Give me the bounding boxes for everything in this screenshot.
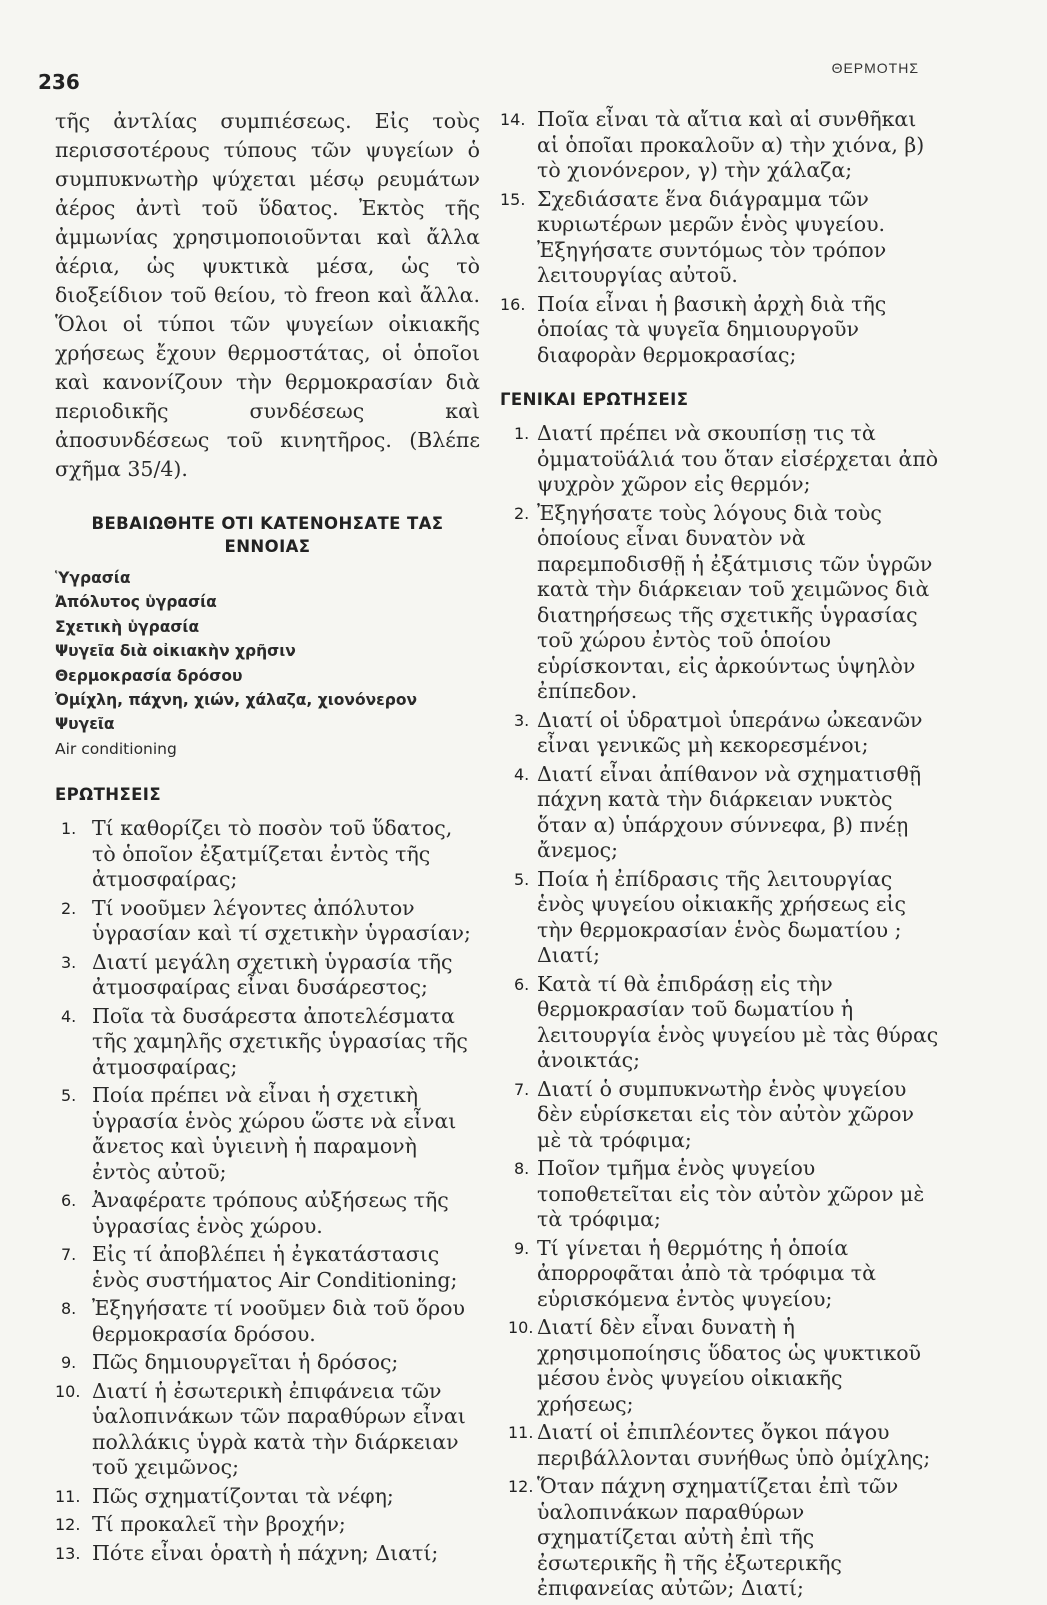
question-number: 2. <box>61 898 77 918</box>
concept-item: Ὑγρασία <box>55 569 131 587</box>
question-item <box>500 292 940 369</box>
questions-heading: ΕΡΩΤΗΣΕΙΣ <box>55 785 162 805</box>
question-item <box>500 187 940 289</box>
question-item <box>55 1188 480 1239</box>
questions-list <box>55 816 480 1566</box>
question-text: Κατὰ τί θὰ ἐπιδράσῃ εἰς τὴν θερμοκρασίαν τοῦ δωματίου ἡ λειτουργία ἑνὸς ψυγείου μὲ τὰς θύρας ἀνοικτάς; <box>537 971 939 1072</box>
question-number: 2. <box>514 503 530 523</box>
question-text: Διατί πρέπει νὰ σκουπίσῃ τις τὰ ὀμματοϋάλιά του ὅταν εἰσέρχεται ἀπὸ ψυχρὸν χῶρον εἰς θερμόν; <box>537 421 939 496</box>
question-text: Πῶς σχηματίζονται τὰ νέφη; <box>92 1483 394 1508</box>
general-questions-list <box>500 421 940 1602</box>
question-number: 14. <box>500 110 526 129</box>
question-text: Τί προκαλεῖ τὴν βροχήν; <box>92 1512 346 1537</box>
question-item <box>55 1484 480 1510</box>
question-number: 9. <box>61 1353 77 1373</box>
question-item <box>500 1236 940 1313</box>
question-number: 5. <box>514 869 530 889</box>
question-number: 1. <box>514 424 530 443</box>
question-text: Διατί εἶναι ἀπίθανον νὰ σχηματισθῇ πάχνη κατὰ τὴν διάρκειαν νυκτὸς ὅταν α) ὑπάρχουν σύννεφα, β) πνέῃ ἄνεμος; <box>537 761 922 862</box>
question-item <box>55 816 480 893</box>
question-item <box>55 1004 480 1081</box>
question-number: 5. <box>61 1086 77 1106</box>
concepts-heading: ΒΕΒΑΙΩΘΗΤΕ ΟΤΙ ΚΑΤΕΝΟΗΣΑΤΕ ΤΑΣ ΕΝΝΟΙΑΣ <box>91 514 444 556</box>
question-item <box>500 762 940 864</box>
question-item <box>55 1379 480 1481</box>
question-number: 12. <box>55 1515 81 1535</box>
question-item <box>500 1156 940 1233</box>
question-item <box>55 1350 480 1376</box>
question-item <box>500 708 940 759</box>
question-number: 9. <box>514 1238 530 1258</box>
question-text: Ποῖα εἶναι τὰ αἴτια καὶ αἱ συνθῆκαι αἱ ὁποῖαι προκαλοῦν α) τὴν χιόνα, β) τὸ χιονόνερον, γ) τὴν χάλαζα; <box>537 107 925 182</box>
question-text: Διατί ἡ ἐσωτερικὴ ἐπιφάνεια τῶν ὑαλοπινάκων τῶν παραθύρων εἶναι πολλάκις ὑγρὰ κατὰ τὴν διάρκειαν τοῦ χειμῶνος; <box>92 1378 466 1480</box>
question-text: Διατί δὲν εἶναι δυνατὴ ἡ χρησιμοποίησις ὕδατος ὡς ψυκτικοῦ μέσου ἑνὸς ψυγείου οἰκιακῆς χρήσεως; <box>537 1315 922 1416</box>
question-text: Ποία εἶναι ἡ βασικὴ ἀρχὴ διὰ τῆς ὁποίας τὰ ψυγεῖα δημιουργοῦν διαφορὰν θερμοκρασίας; <box>537 291 887 367</box>
question-item <box>500 501 940 705</box>
general-questions-heading: ΓΕΝΙΚΑΙ ΕΡΩΤΗΣΕΙΣ <box>500 390 689 409</box>
question-item <box>55 896 480 947</box>
question-text: Ποῖον τμῆμα ἑνὸς ψυγείου τοποθετεῖται εἰς τὸν αὐτὸν χῶρον μὲ τὰ τρόφιμα; <box>537 1156 925 1231</box>
question-number: 7. <box>61 1245 77 1265</box>
question-item <box>55 950 480 1001</box>
question-number: 6. <box>61 1191 77 1211</box>
question-text: Ἐξηγήσατε τί νοοῦμεν διὰ τοῦ ὅρου θερμοκρασία δρόσου. <box>92 1296 465 1346</box>
concept-item: Ψυγεῖα <box>55 715 115 734</box>
right-column <box>500 107 940 1605</box>
question-text: Σχεδιάσατε ἕνα διάγραμμα τῶν κυριωτέρων μερῶν ἑνὸς ψυγείου. Ἐξηγήσατε συντόμως τὸν τρόπον λειτουργίας αὐτοῦ. <box>537 186 887 287</box>
question-text: Ποία ἡ ἐπίδρασις τῆς λειτουργίας ἑνὸς ψυγείου οἰκιακῆς χρήσεως εἰς τὴν θερμοκρασίαν ἑνὸς δωματίου ; Διατί; <box>537 866 906 967</box>
question-number: 7. <box>514 1079 530 1099</box>
question-text: Διατί οἱ ὑδρατμοὶ ὑπεράνω ὠκεανῶν εἶναι γενικῶς μὴ κεκορεσμένοι; <box>537 707 923 757</box>
question-text: Τί νοοῦμεν λέγοντες ἀπόλυτον ὑγρασίαν καὶ τί σχετικὴν ὑγρασίαν; <box>92 895 471 946</box>
question-text: Εἰς τί ἀποβλέπει ἡ ἐγκατάστασις ἑνὸς συστήματος Air Conditioning; <box>92 1242 458 1292</box>
intro-paragraph: τῆς ἀντλίας συμπιέσεως. Εἰς τοὺς περισσοτέρους τύπους τῶν ψυγείων ὁ συμπυκνωτὴρ ψύχεται μέσῳ ρευμάτων ἀέρος ἀντὶ τοῦ ὕδατος. Ἐκτὸς τῆς ἀμμωνίας χρησιμοποιοῦνται καὶ ἄλλα ἀέρια, ὡς ψυκτικὰ μέσα, ὡς τὸ διοξείδιον τοῦ θείου, τὸ freon καὶ ἄλλα. Ὅλοι οἱ τύποι τῶν ψυγείων οἰκιακῆς χρήσεως ἔχουν θερμοστάτας, οἱ ὁποῖοι καὶ κανονίζουν τὴν θερμοκρασίαν διὰ περιοδικῆς συνδέσεως καὶ ἀποσυνδέσεως τοῦ κινητῆρος. (Βλέπε σχῆμα 35/4). <box>55 109 480 481</box>
running-head: ΘΕΡΜΟΤΗΣ <box>831 60 919 76</box>
question-item <box>55 1296 480 1347</box>
question-text: Ἀναφέρατε τρόπους αὐξήσεως τῆς ὑγρασίας ἑνὸς χώρου. <box>92 1188 449 1238</box>
question-number: 11. <box>508 1423 534 1442</box>
question-item <box>55 1083 480 1185</box>
question-number: 1. <box>61 819 77 839</box>
concept-item: Ἀπόλυτος ὑγρασία <box>55 593 217 612</box>
question-number: 4. <box>514 764 530 784</box>
question-text: Πῶς δημιουργεῖται ἡ δρόσος; <box>92 1350 399 1375</box>
question-text: Διατί μεγάλη σχετικὴ ὑγρασία τῆς ἀτμοσφαίρας εἶναι δυσάρεστος; <box>92 949 453 1000</box>
concept-item: Air conditioning <box>55 739 177 758</box>
question-number: 10. <box>55 1381 81 1401</box>
question-item <box>500 107 940 184</box>
concept-item: Ὀμίχλη, πάχνη, χιών, χάλαζα, χιονόνερον <box>55 691 418 710</box>
question-text: Ποία πρέπει νὰ εἶναι ἡ σχετικὴ ὑγρασία ἑνὸς χώρου ὥστε νὰ εἶναι ἄνετος καὶ ὑγιεινὴ ἡ παραμονὴ ἐντὸς αὐτοῦ; <box>92 1083 457 1184</box>
concept-item: Σχετικὴ ὑγρασία <box>55 617 200 636</box>
question-item <box>55 1541 480 1567</box>
question-number: 3. <box>514 710 530 730</box>
question-item <box>500 1077 940 1154</box>
question-number: 10. <box>508 1318 534 1337</box>
concept-item: Ψυγεῖα διὰ οἰκιακὴν χρῆσιν <box>55 642 296 661</box>
question-number: 8. <box>514 1159 530 1178</box>
question-text: Ὅταν πάχνη σχηματίζεται ἐπὶ τῶν ὑαλοπινάκων παραθύρων σχηματίζεται αὐτὴ ἐπὶ τῆς ἐσωτερικῆς ἢ τῆς ἐξωτερικῆς ἐπιφανείας αὐτῶν; Διατί; <box>537 1474 899 1600</box>
question-text: Τί καθορίζει τὸ ποσὸν τοῦ ὕδατος, τὸ ὁποῖον ἐξατμίζεται ἐντὸς τῆς ἀτμοσφαίρας; <box>92 816 453 892</box>
question-item <box>55 1512 480 1538</box>
question-item <box>500 1474 940 1602</box>
question-number: 16. <box>500 294 526 314</box>
question-text: Ποῖα τὰ δυσάρεστα ἀποτελέσματα τῆς χαμηλῆς σχετικῆς ὑγρασίας τῆς ἀτμοσφαίρας; <box>92 1003 468 1079</box>
question-text: Πότε εἶναι ὁρατὴ ἡ πάχνη; Διατί; <box>92 1540 439 1565</box>
concept-item: Θερμοκρασία δρόσου <box>55 666 243 685</box>
question-number: 11. <box>55 1486 81 1506</box>
question-number: 4. <box>61 1006 77 1026</box>
question-number: 12. <box>508 1477 534 1496</box>
question-item <box>500 1315 940 1417</box>
question-item <box>500 972 940 1074</box>
question-text: Διατί ὁ συμπυκνωτὴρ ἑνὸς ψυγείου δὲν εὑρίσκεται εἰς τὸν αὐτὸν χῶρον μὲ τὰ τρόφιμα; <box>537 1076 914 1152</box>
question-number: 6. <box>514 974 530 994</box>
question-text: Τί γίνεται ἡ θερμότης ἡ ὁποία ἀπορροφᾶται ἀπὸ τὰ τρόφιμα τὰ εὑρισκόμενα ἐντὸς ψυγείου; <box>537 1235 876 1311</box>
question-text: Διατί οἱ ἐπιπλέοντες ὄγκοι πάγου περιβάλλονται συνήθως ὑπὸ ὀμίχλης; <box>537 1420 931 1470</box>
question-item <box>500 867 940 969</box>
concepts-list <box>55 566 480 761</box>
page-number: 236 <box>38 70 80 94</box>
question-text: Ἐξηγήσατε τοὺς λόγους διὰ τοὺς ὁποίους εἶναι δυνατὸν νὰ παρεμποδισθῇ ἡ ἐξάτμισις τῶν ὑγρῶν κατὰ τὴν διάρκειαν τοῦ χειμῶνος διὰ διατηρήσεως τῆς σχετικῆς ὑγρασίας τοῦ χώρου ἐντὸς τοῦ ὁποίου εὑρίσκονται, εἰς ἀρκούντως ὑψηλὸν ἐπίπεδον. <box>537 500 933 703</box>
left-column <box>55 107 480 1569</box>
question-number: 15. <box>500 189 526 209</box>
question-item <box>55 1242 480 1293</box>
question-item <box>500 421 940 498</box>
question-number: 3. <box>61 952 77 972</box>
questions-continued-list <box>500 107 940 368</box>
question-number: 13. <box>55 1543 81 1563</box>
question-number: 8. <box>61 1299 77 1319</box>
question-item <box>500 1420 940 1471</box>
